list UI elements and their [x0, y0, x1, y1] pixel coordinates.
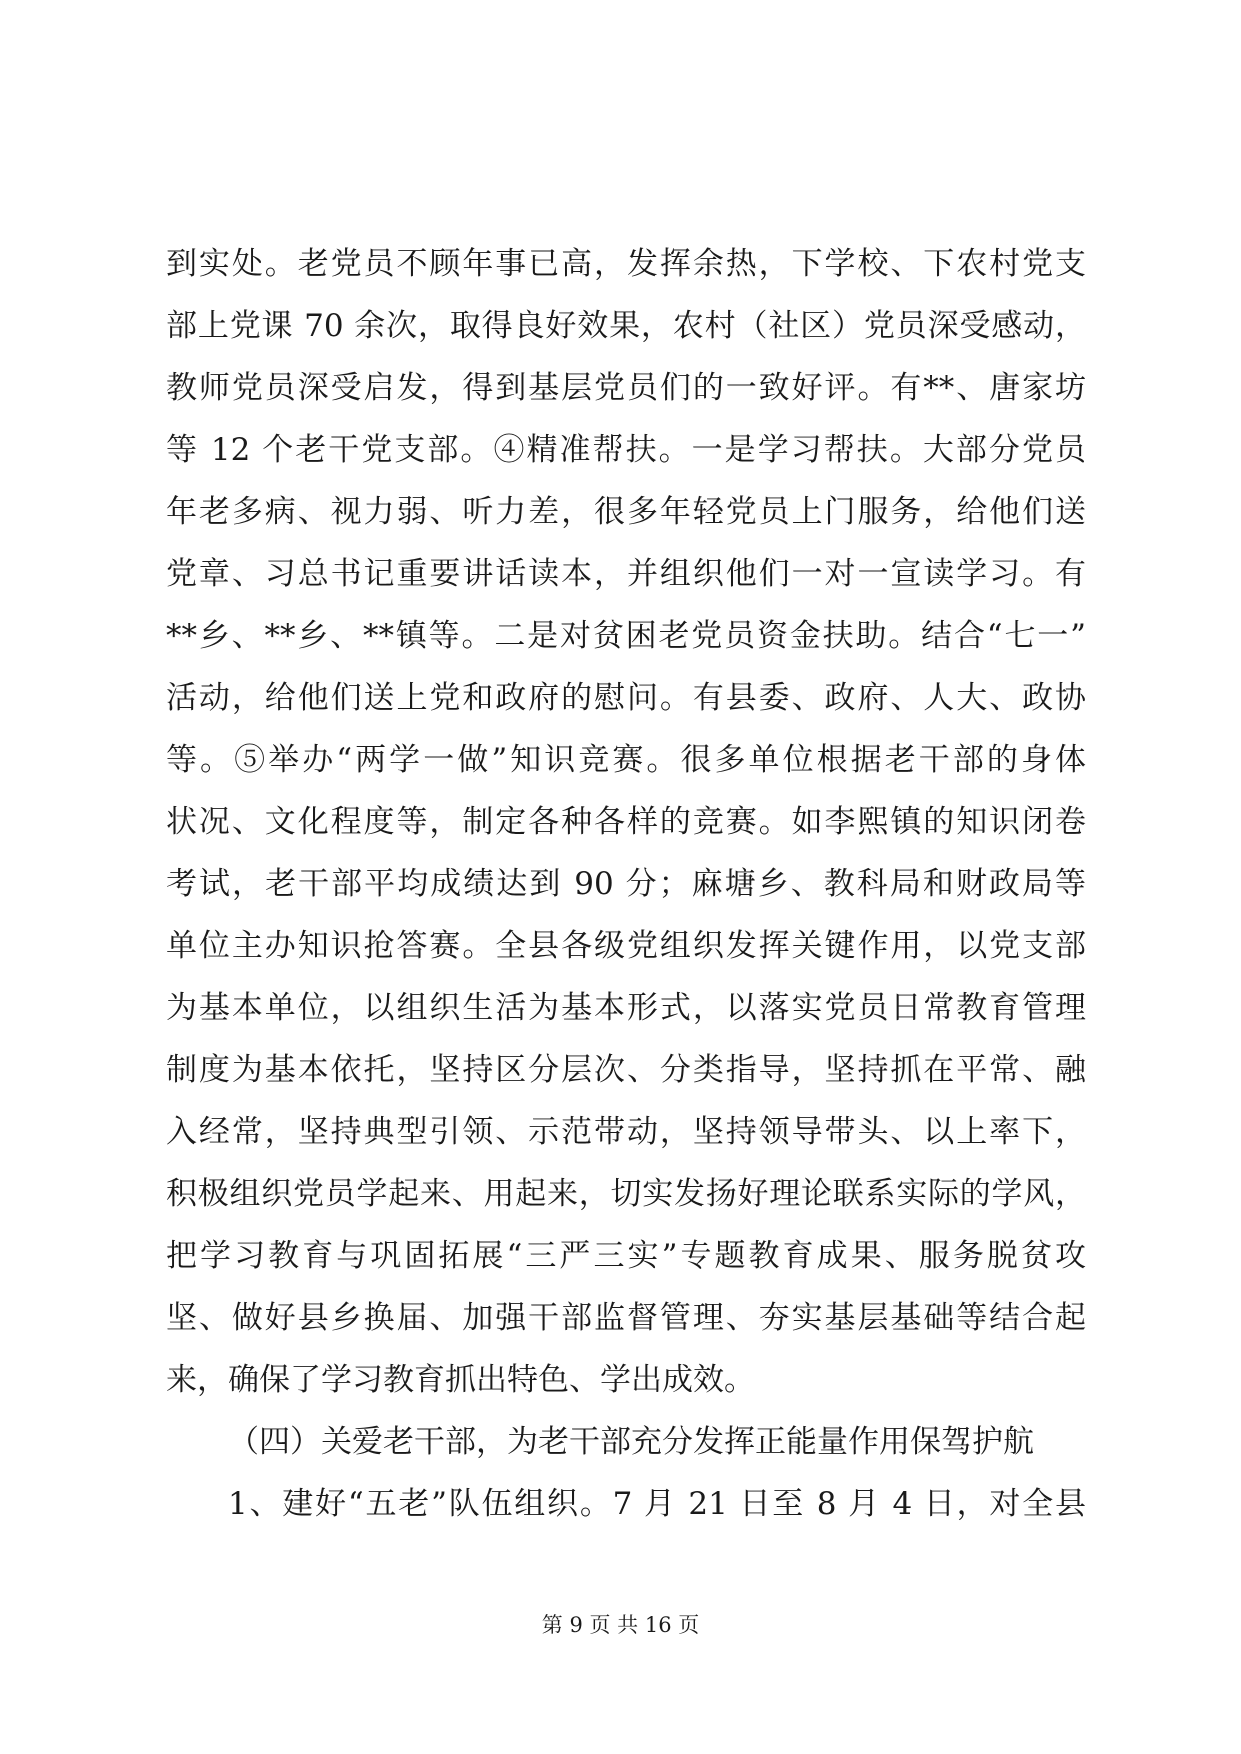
paragraph-start-line: 1、建好“五老”队伍组织。7 月 21 日至 8 月 4 日，对全县 [228, 1486, 1086, 1522]
text-line: 把学习教育与巩固拓展“三严三实”专题教育成果、服务脱贫攻 [166, 1238, 1086, 1274]
text-line: 状况、文化程度等，制定各种各样的竞赛。如李熙镇的知识闭卷 [166, 804, 1086, 840]
text-line: 部上党课 70 余次，取得良好效果，农村（社区）党员深受感动， [166, 308, 1086, 344]
text-line: 制度为基本依托，坚持区分层次、分类指导，坚持抓在平常、融 [166, 1052, 1086, 1088]
page-number-footer: 第 9 页 共 16 页 [541, 1613, 700, 1637]
text-line: 年老多病、视力弱、听力差，很多年轻党员上门服务，给他们送 [166, 494, 1086, 530]
text-line: 入经常，坚持典型引领、示范带动，坚持领导带头、以上率下， [166, 1114, 1086, 1150]
text-line: 等。⑤举办“两学一做”知识竞赛。很多单位根据老干部的身体 [166, 742, 1086, 778]
text-line: 活动，给他们送上党和政府的慰问。有县委、政府、人大、政协 [166, 680, 1086, 716]
body-text [166, 233, 1086, 1535]
text-line: **乡、**乡、**镇等。二是对贫困老党员资金扶助。结合“七一” [166, 618, 1086, 654]
text-line: 积极组织党员学起来、用起来，切实发扬好理论联系实际的学风， [166, 1176, 1086, 1212]
text-line: 考试，老干部平均成绩达到 90 分；麻塘乡、教科局和财政局等 [166, 866, 1086, 902]
paragraph-end-line: 来，确保了学习教育抓出特色、学出成效。 [166, 1362, 755, 1398]
text-line: 教师党员深受启发，得到基层党员们的一致好评。有**、唐家坊 [166, 370, 1086, 406]
text-line: 单位主办知识抢答赛。全县各级党组织发挥关键作用，以党支部 [166, 928, 1086, 964]
text-line: 党章、习总书记重要讲话读本，并组织他们一对一宣读学习。有 [166, 556, 1086, 592]
text-line: 到实处。老党员不顾年事已高，发挥余热，下学校、下农村党支 [166, 246, 1086, 282]
text-line: 坚、做好县乡换届、加强干部监督管理、夯实基层基础等结合起 [166, 1300, 1086, 1336]
text-line: 等 12 个老干党支部。④精准帮扶。一是学习帮扶。大部分党员 [166, 432, 1086, 468]
section-heading: （四）关爱老干部，为老干部充分发挥正能量作用保驾护航 [228, 1424, 1034, 1460]
text-line: 为基本单位，以组织生活为基本形式，以落实党员日常教育管理 [166, 990, 1086, 1026]
